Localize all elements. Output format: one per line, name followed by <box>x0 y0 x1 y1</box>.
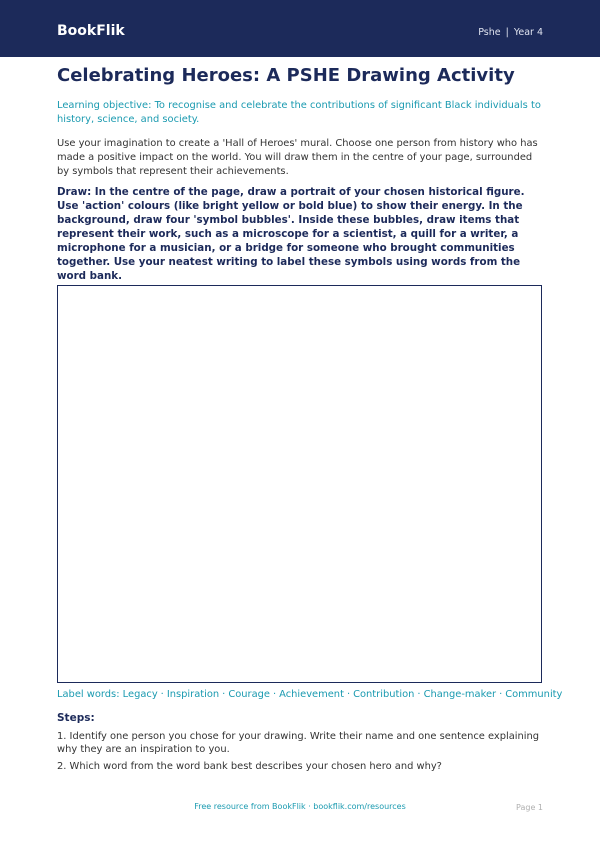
drawing-area[interactable] <box>57 285 542 683</box>
word-separator: · <box>272 689 277 700</box>
brand-logo: BookFlik <box>57 23 125 39</box>
word-bank-word: Change-maker <box>423 689 497 700</box>
page-number: Page 1 <box>516 803 543 812</box>
word-separator: · <box>346 689 351 700</box>
word-bank-word: Achievement <box>279 689 344 700</box>
meta-separator: | <box>505 27 509 38</box>
word-bank-word: Legacy <box>122 689 158 700</box>
header-bar <box>0 0 600 57</box>
subject-label: Pshe <box>478 27 501 38</box>
learning-objective: Learning objective: To recognise and celebrate the contributions of significant Black individuals to history, science, and society. <box>57 100 541 125</box>
word-bank-word: Contribution <box>353 689 415 700</box>
step-item: 2. Which word from the word bank best describes your chosen hero and why? <box>57 761 442 772</box>
word-bank-label: Label words: <box>57 689 120 700</box>
step-item: 1. Identify one person you chose for your drawing. Write their name and one sentence explaining why they are an inspiration to you. <box>57 731 540 755</box>
intro-text: Use your imagination to create a 'Hall of Heroes' mural. Choose one person from history who has made a positive impact on the world. You will draw them in the centre of your page, surrounded by symbols that represent their achievements. <box>57 138 538 177</box>
steps-heading: Steps: <box>57 712 95 724</box>
word-separator: · <box>160 689 164 700</box>
word-bank-word: Community <box>505 689 563 700</box>
year-label: Year 4 <box>513 27 543 38</box>
word-separator: · <box>222 689 226 700</box>
steps-list <box>57 730 547 777</box>
word-bank-word: Courage <box>228 689 270 700</box>
word-bank <box>57 688 563 702</box>
draw-instruction: Draw: In the centre of the page, draw a portrait of your chosen historical figure. Use 'action' colours (like bright yellow or bold blue) to show their energy. In the background, draw four 'symbol bubbles'. Inside these bubbles, draw items that represent their work, such as a microscope for a scientist, a quill for a writer, a microphone for a musician, or a bridge for someone who brought communities together. Use your neatest writing to label these symbols using words from the word bank. <box>57 186 525 282</box>
word-separator: · <box>417 689 421 700</box>
header-meta <box>478 27 543 39</box>
footer-text: Free resource from BookFlik · bookflik.com/resources <box>194 802 406 811</box>
word-bank-word: Inspiration <box>166 689 220 700</box>
word-separator: · <box>499 689 503 700</box>
page-title: Celebrating Heroes: A PSHE Drawing Activity <box>57 65 515 86</box>
